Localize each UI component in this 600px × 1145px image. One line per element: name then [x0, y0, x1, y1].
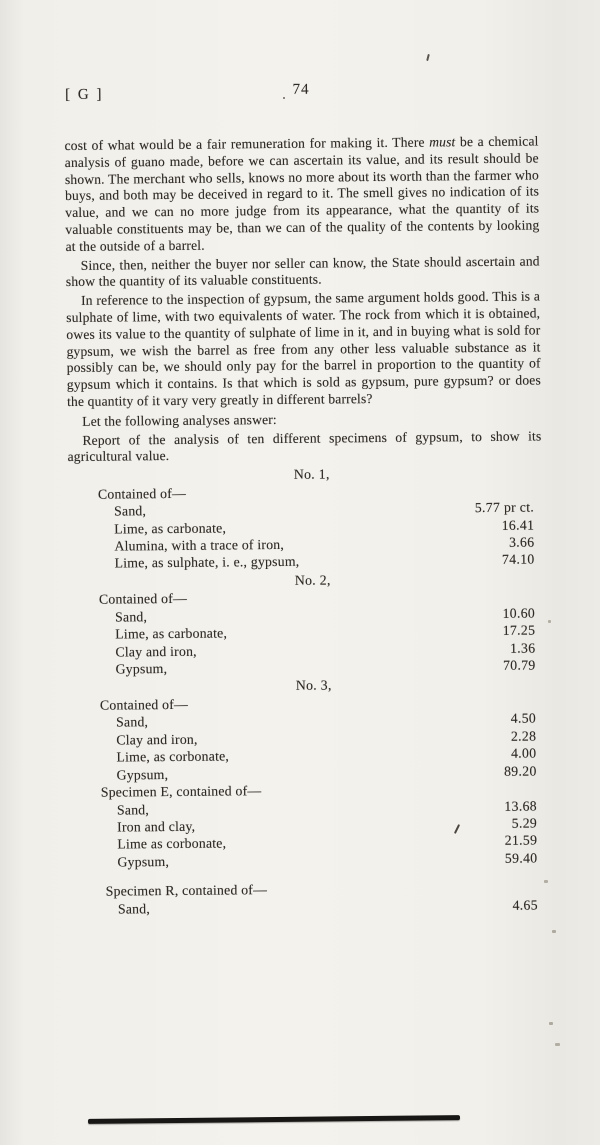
analysis-section-1 — [68, 464, 543, 573]
scan-edge-bar — [88, 1115, 460, 1124]
row-label: Lime, as carbonate, — [115, 625, 228, 642]
row-label: Lime as corbonate, — [117, 835, 227, 852]
page-number: 74 — [292, 81, 310, 98]
paragraph-text: cost of what would be a fair remuneration for making it. There — [64, 134, 430, 153]
analysis-intro: Specimen R, contained of— — [105, 882, 268, 899]
row-label: Gypsum, — [116, 766, 169, 783]
row-value: 13.68 — [504, 798, 538, 814]
page-content — [64, 81, 546, 918]
analysis-section-2 — [69, 569, 544, 678]
analysis-section-3 — [70, 675, 545, 784]
row-value: 4.50 — [510, 710, 537, 727]
analysis-heading: No. 3, — [295, 677, 332, 694]
row-label: Iron and clay, — [117, 818, 196, 835]
scan-speck — [552, 930, 556, 933]
row-label: Lime, as corbonate, — [116, 748, 230, 765]
row-label: Sand, — [116, 714, 149, 730]
page-header — [64, 81, 538, 106]
row-value: 1.36 — [509, 640, 536, 656]
row-label: Gypsum, — [117, 853, 170, 870]
scan-speck — [283, 97, 285, 99]
row-value: 17.25 — [502, 622, 536, 638]
row-value: 4.00 — [510, 745, 537, 761]
row-label: Alumina, with a trace of iron, — [114, 536, 285, 554]
analysis-row — [71, 849, 545, 871]
row-label: Clay and iron, — [116, 731, 198, 748]
row-value: 2.28 — [510, 728, 537, 744]
row-label: Sand, — [117, 900, 151, 917]
row-value: 10.60 — [502, 605, 536, 621]
row-value: 3.66 — [508, 534, 535, 550]
scan-speck — [555, 1043, 560, 1046]
scan-speck — [426, 54, 430, 61]
emphasized-word: must — [429, 134, 456, 150]
row-value: 16.41 — [501, 517, 535, 533]
analysis-intro: Specimen E, contained of— — [100, 783, 262, 800]
row-label: Clay and iron, — [115, 643, 197, 660]
analysis-intro: Contained of— — [99, 696, 189, 713]
paragraph-guano-analysis — [64, 133, 539, 255]
analysis-section-specimen-r — [72, 879, 546, 918]
row-value: 89.20 — [503, 763, 537, 779]
scan-speck — [549, 1022, 553, 1025]
scan-speck — [548, 620, 551, 623]
paragraph-state-ascertain: Since, then, neither the buyer nor seller can know, the State should ascertain and show the quantity of its valuable constituents. — [65, 253, 540, 290]
paragraph-analyses-answer: Let the following analyses answer: — [82, 411, 277, 429]
paragraph-text: be a chemical analysis of guano made, before we can ascertain its value, and its result should be shown. The merchant who sells, knows no more about its worth than the farmer who buys, and both may be deceived in regard to it. The smell gives no indication of its value, and we can no more judge from its appearance, what the quantity of its valuable constituents may be, than we can of the quality of the contents by looking at the outside of a barrel. — [64, 133, 540, 254]
analysis-row — [72, 896, 546, 918]
paragraph-gypsum-inspection: In reference to the inspection of gypsum, the same argument holds good. This is a sulphate of lime, with two equivalents of water. The rock from which it is obtained, owes its value to the quantity of sulphate of lime in it, and in buying what is sold for gypsum, we wish the barrel as free from any other less valuable substance as it possibly can be, we should only pay for the barrel in proportion to the quantity of gypsum which it contains. Is that which is sold as gypsum, pure gypsum? or does the quantity of it vary very greatly in different barrels? — [66, 288, 541, 409]
signature-mark: [ G ] — [65, 86, 104, 103]
analysis-intro: Contained of— — [97, 485, 187, 502]
row-value: 59.40 — [504, 850, 538, 866]
row-value: 5.77 pr ct. — [474, 499, 535, 516]
row-label: Sand, — [115, 608, 148, 625]
analysis-intro: Contained of— — [98, 591, 188, 607]
row-value: 74.10 — [501, 551, 535, 568]
row-label: Lime, as sulphate, i. e., gypsum, — [114, 554, 300, 571]
scan-speck — [544, 880, 548, 883]
analysis-heading: No. 1, — [293, 466, 330, 482]
row-label: Sand, — [114, 503, 147, 519]
row-label: Sand, — [116, 801, 150, 818]
row-label: Gypsum, — [115, 661, 168, 677]
row-value: 21.59 — [504, 832, 538, 849]
analysis-heading: No. 2, — [294, 572, 331, 588]
row-label: Lime, as carbonate, — [114, 520, 227, 537]
row-value: 70.79 — [502, 657, 536, 673]
row-value: 5.29 — [511, 815, 538, 831]
analysis-section-specimen-e — [71, 779, 546, 871]
paragraph-report-intro: Report of the analysis of ten different specimens of gypsum, to show its agricultural value. — [67, 427, 542, 465]
row-value: 4.65 — [512, 897, 538, 913]
